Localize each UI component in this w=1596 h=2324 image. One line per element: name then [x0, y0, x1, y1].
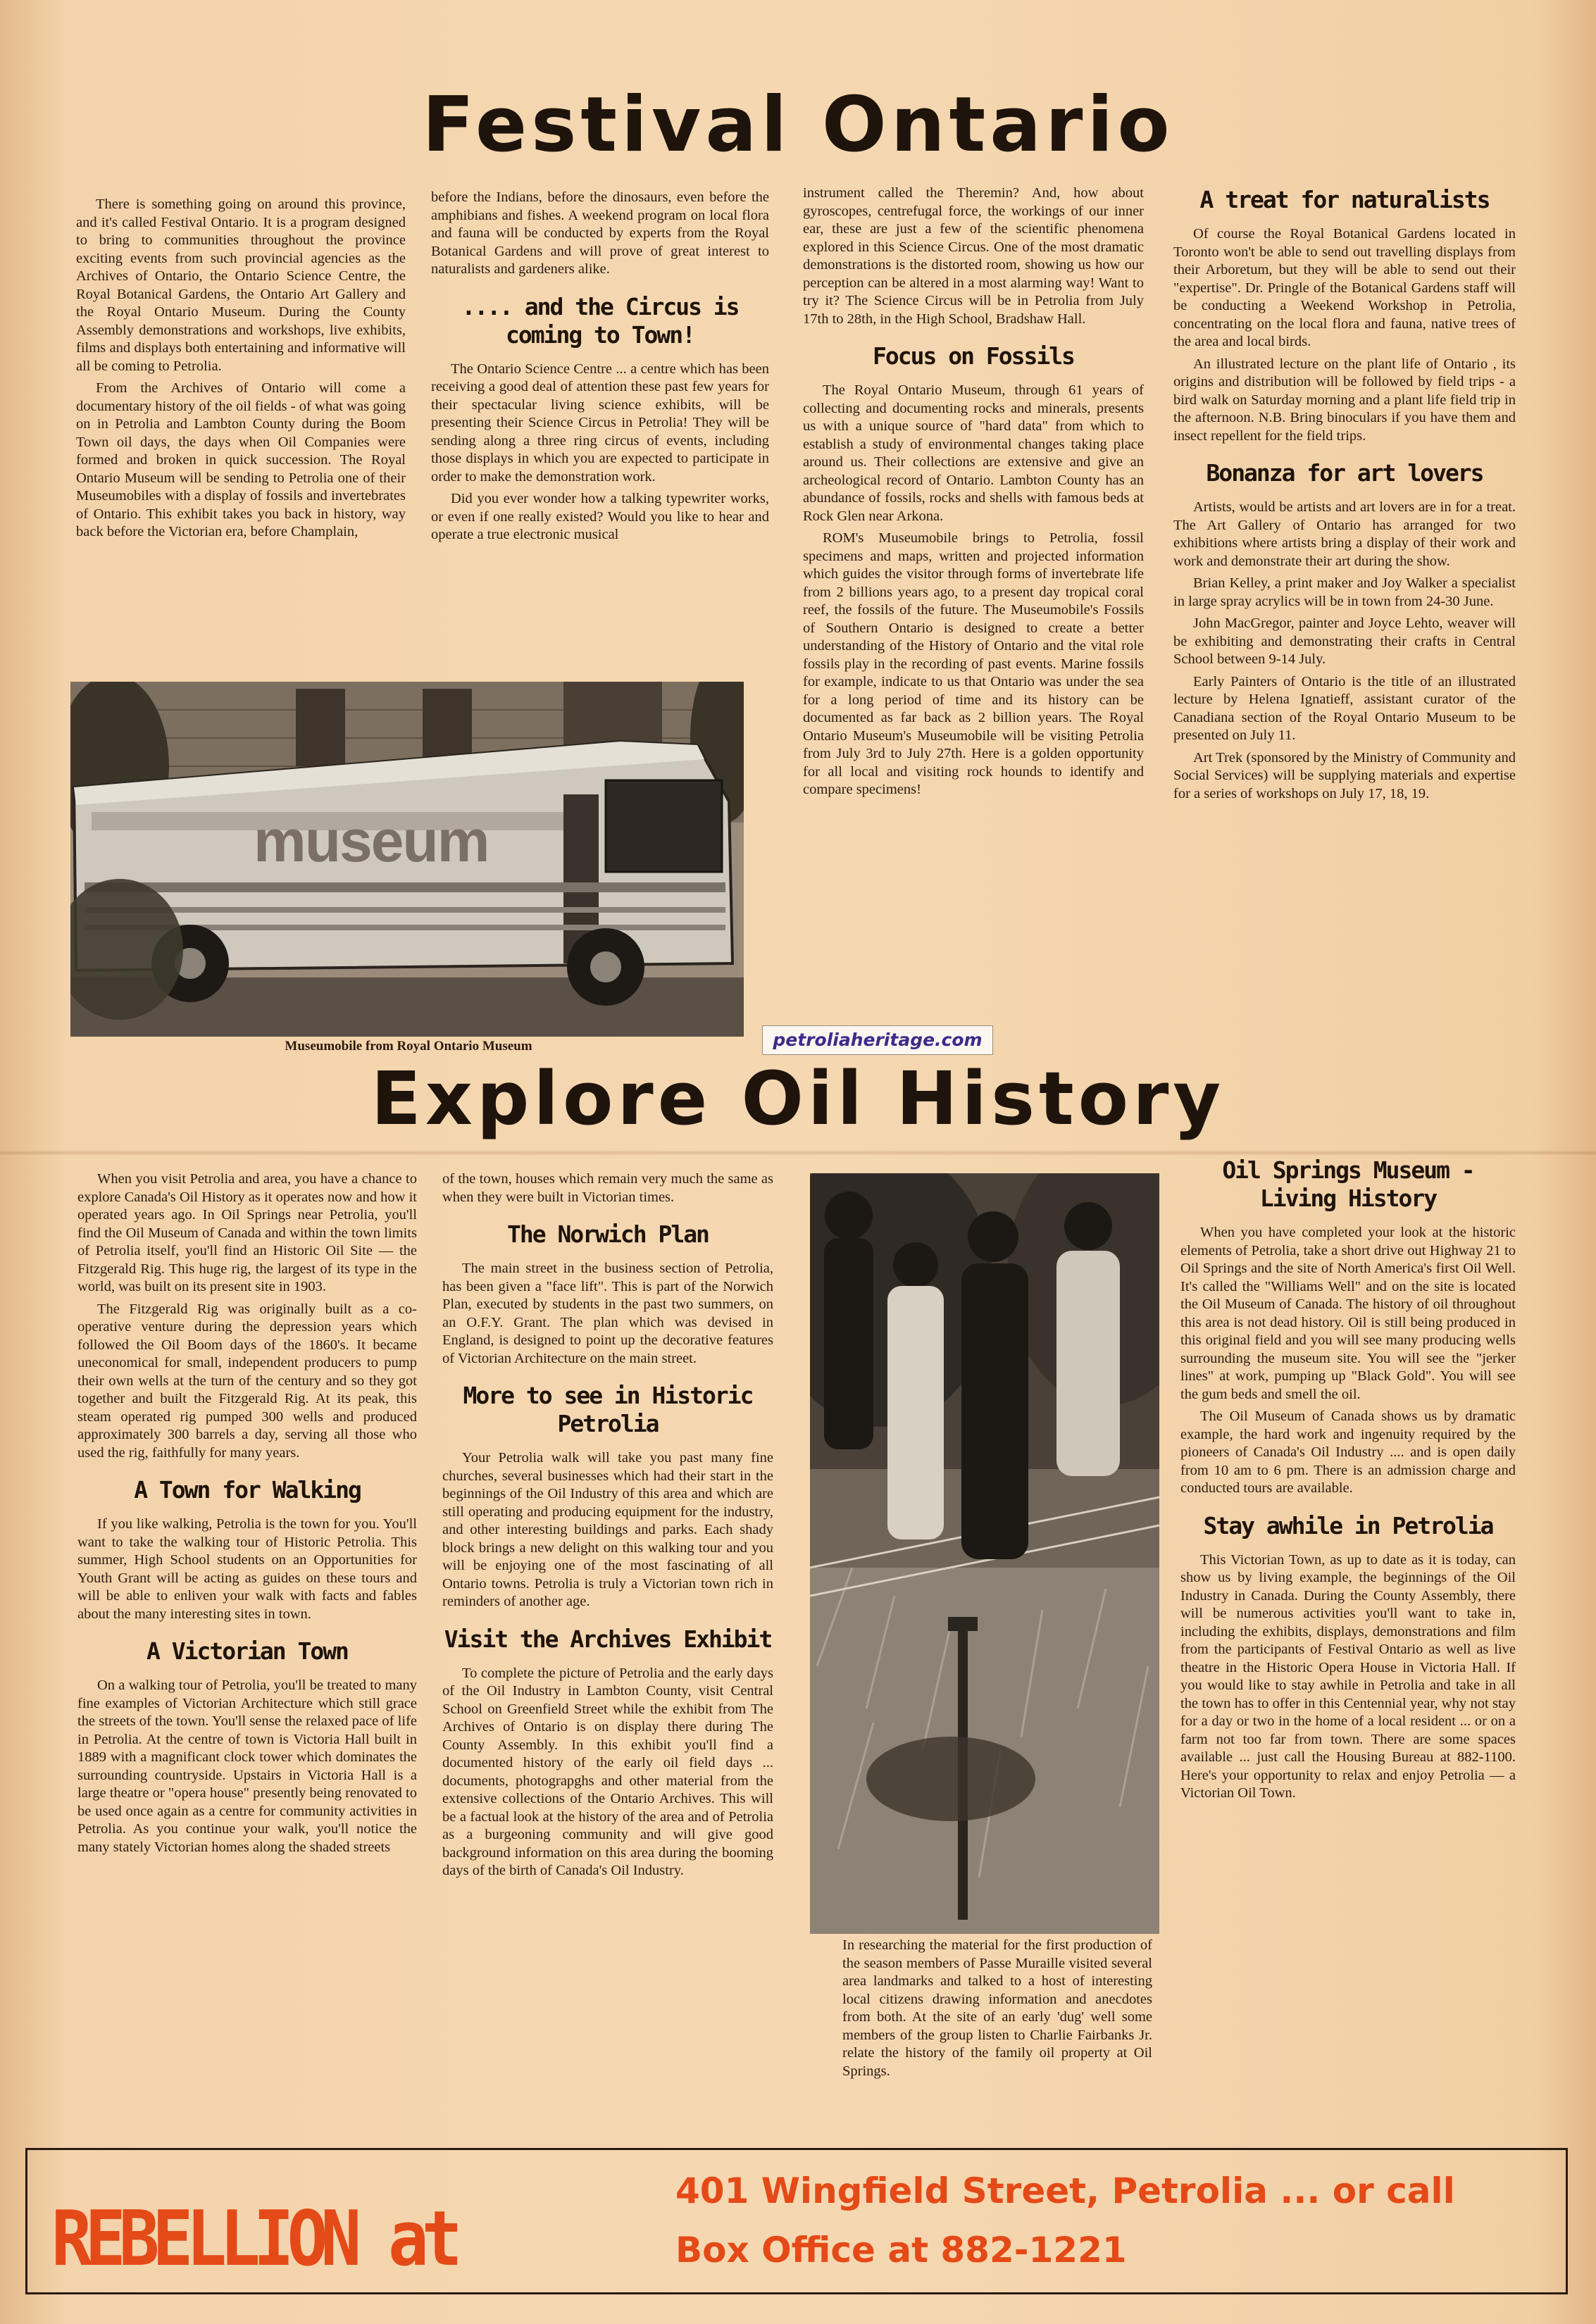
fossils-heading: Focus on Fossils: [873, 342, 1074, 370]
festival-ontario-banner: Festival Ontario: [422, 81, 1174, 169]
paragraph: Early Painters of Ontario is the title of an illustrated lecture by Helena Ignatieff, assistant curator of the Canadiana section of the Royal Ontario Museum to be presented on July 11.: [1173, 673, 1516, 743]
bottom-column-2: [442, 1170, 773, 1885]
paragraph: If you like walking, Petrolia is the town for you. You'll want to take the walking tour of Historic Petrolia. This summer, High School students on an Opportunities for Youth Grant will be acting as guides on these tours and will be able to enliven your walk with facts and fables about the many interesting sites in town.: [77, 1516, 417, 1622]
top-column-1: [76, 196, 406, 546]
paragraph: Of course the Royal Botanical Gardens located in Toronto won't be able to send out travelling displays from their Arboretum, but they will be able to send out their "expertise". Dr. Pringle of the Botanical Gardens staff will be conducting a Weekend Workshop in Petrolia, concentrating on the local flora and fauna, native trees of the area and local birds.: [1173, 226, 1516, 349]
ad-box-office: Box Office at 882-1221: [675, 2230, 1127, 2270]
more-article: [442, 1449, 773, 1611]
paragraph: ROM's Museumobile brings to Petrolia, fossil specimens and maps, written and projected information which guides the visitor through forms of invertebrate life from 2 billions years ago, to a present day tropical coral reef, the fossils of the future. The Museumobile's Fossils of Southern Ontario is designed to create a better understanding of the History of Ontario and the vital role fossils play in the recording of past events. Marine fossils for example, indicate to us that Ontario was under the sea for a long period of time and its history can be documented as far back as 2 billion years. The Royal Ontario Museum's Museumobile will be visiting Petrolia from July 3rd to July 27th. Here is a golden opportunity for all local and visiting rock hounds to identify and compare specimens!: [803, 530, 1144, 797]
stay-article: [1180, 1551, 1516, 1803]
paragraph: Your Petrolia walk will take you past many fine churches, several businesses which had their start in the beginnings of the Oil Industry of this area and which are still operating and producing equipment for the industry, and other interesting buildings and parks. Each shady block brings a new delight on this walking tour and you will be enjoying one of the most fascinating of all Ontario towns. Petrolia is truly a Victorian town rich in reminders of another age.: [442, 1450, 773, 1609]
paragraph: Brian Kelley, a print maker and Joy Walker a specialist in large spray acrylics will be in town from 24-30 June.: [1173, 575, 1516, 609]
norwich-article: [442, 1260, 773, 1368]
explore-oil-history-banner: Explore Oil History: [370, 1056, 1226, 1142]
oil-springs-heading: Oil Springs Museum - Living History: [1222, 1156, 1474, 1212]
ad-address: 401 Wingfield Street, Petrolia ... or call: [675, 2170, 1455, 2211]
naturalists-heading: A treat for naturalists: [1199, 186, 1490, 213]
victorian-article: [77, 1677, 417, 1856]
paragraph: John MacGregor, painter and Joyce Lehto, weaver will be exhibiting and demonstrating their crafts in Central School between 9-14 July.: [1173, 616, 1516, 667]
paragraph: The Oil Museum of Canada shows us by dramatic example, the hard work and ingenuity required by the pioneers of Canada's Oil Industry .... and is open daily from 10 am to 6 pm. There is an admission charge and conducted tours are available.: [1180, 1408, 1516, 1496]
circus-article: [431, 361, 769, 544]
col2-intro: before the Indians, before the dinosaurs, even before the amphibians and fishes. A weekend program on local flora and fauna will be conducted by experts from the Royal Botanical Gardens and will prove of great interest to naturalists and gardeners alike.: [431, 189, 769, 277]
paragraph: On a walking tour of Petrolia, you'll be treated to many fine examples of Victorian Architecture which still grace the streets of the town. You'll sense the relaxed pace of life in Petrolia. At the centre of town is Victoria Hall built in 1889 with a magnificant clock tower which dominates the surrounding countryside. Upstairs in Victoria Hall is a large theatre or "opera house" presently being renovated to be used once again as a centre for community activities in Petrolia. As you continue your walk, you'll notice the many stately Victorian homes along the shaded streets: [77, 1678, 417, 1855]
walking-article: [77, 1516, 417, 1623]
paragraph: The Royal Ontario Museum, through 61 years of collecting and documenting rocks and minerals, presents us with a unique source of "hard data" from which to establish a study of environmental changes taking place around us. Their collections are extensive and give an archeological record of Ontario. Lambton County has an abundance of fossils, rocks and shells with famous beds at Rock Glen near Arkona.: [803, 382, 1144, 524]
bus-lettering: museum: [254, 808, 489, 874]
archives-article: [442, 1665, 773, 1880]
paragraph: Art Trek (sponsored by the Ministry of Community and Social Services) will be supplying materials and expertise for a series of workshops on July 17, 18, 19.: [1173, 749, 1516, 801]
top-column-2: [431, 189, 769, 549]
archives-heading: Visit the Archives Exhibit: [444, 1625, 772, 1653]
art-heading: Bonanza for art lovers: [1206, 459, 1483, 487]
bottom-col2-intro: of the town, houses which remain very much the same as when they were built in Victorian times.: [442, 1171, 773, 1205]
museumobile-caption: Museumobile from Royal Ontario Museum: [285, 1039, 532, 1054]
passe-muraille-photo: [810, 1173, 1159, 1934]
col3-intro: instrument called the Theremin? And, how about gyroscopes, centrefugal force, the workings of our inner ear, these are just a few of the scientific phenomena explored in this Science Circus. One of the most dramatic demonstrations is the distorted room, showing us how our perception can be altered in a most alarming way! Want to try it? The Science Circus will be in Petrolia from July 17th to 28th, in the High School, Bradshaw Hall.: [803, 185, 1144, 327]
paragraph: Did you ever wonder how a talking typewriter works, or even if one really existed? Would you like to hear and operate a true electronic musical: [431, 491, 769, 542]
oil-history-intro: [77, 1170, 417, 1462]
victorian-heading: A Victorian Town: [146, 1637, 348, 1665]
paragraph: The Ontario Science Centre ... a centre which has been receiving a good deal of attention these past few years for their spectacular living science exhibits, will be presenting their Science Circus in Petrolia! They will be sending along a three ring circus of events, including those displays in which you are expected to participate in order to make the demonstration work.: [431, 361, 769, 485]
rebellion-ad: [25, 2148, 1568, 2294]
bottom-column-1: [77, 1170, 417, 1861]
stay-heading: Stay awhile in Petrolia: [1203, 1511, 1493, 1539]
walking-heading: A Town for Walking: [134, 1476, 361, 1504]
passe-muraille-caption: In researching the material for the first production of the season members of Passe Muraille visited several area landmarks and talked to a host of interesting local citizens drawing information and anecdotes from both. At the site of an early 'dug' well some members of the group listen to Charlie Fairbanks Jr. relate the history of the family oil property at Oil Springs.: [842, 1937, 1152, 2079]
paragraph: From the Archives of Ontario will come a documentary history of the oil fields - of what was going on in Petrolia and Lambton County during the Boom Town oil days, the days when Oil Companies were formed and broken in quick succession. The Royal Ontario Museum will be sending to Petrolia one of their Museumobiles with a display of fossils and invertebrates of Ontario. This exhibit takes you back in history, way back before the Victorian era, before Champlain,: [76, 380, 406, 539]
museumobile-photo: [70, 682, 744, 1037]
paragraph: The main street in the business section of Petrolia, has been given a "face lift". This is part of the Norwich Plan, executed by students in the past two summers, on an O.F.Y. Grant. The plan which was devised in England, is designed to point up the decorative features of Victorian Architecture on the main street.: [442, 1261, 773, 1366]
paragraph: To complete the picture of Petrolia and the early days of the Oil Industry in Lambton County, visit Central School on Greenfield Street while the exhibit from The Archives of Ontario is on display there during The County Assembly. In this exhibit you'll find a documented history of the early oil field days ... documents, photograpghs and other material from the extensive collections of the Ontario Archives. This will be a factual look at the history of the area and of Petrolia as a burgeoning community and will give good background information on this area during the booming days of the birth of Canada's Oil Industry.: [442, 1665, 773, 1878]
fossils-article: [803, 382, 1144, 799]
paragraph: When you have completed your look at the historic elements of Petrolia, take a short drive out Highway 21 to Oil Springs and the site of North America's first Oil Well. It's called the "Williams Well" and on the site is located the Oil Museum of Canada. The history of oil throughout this area is not dead history. Oil is still being produced in this original field and you will see many producing wells surrounding the museum site. You will see the "jerker lines" at work, pumping up "Black Gold". You will see the gum beds and smell the oil.: [1180, 1225, 1516, 1402]
bottom-column-4: [1180, 1154, 1516, 1807]
naturalists-article: [1173, 225, 1516, 445]
festival-intro: [76, 196, 406, 542]
art-article: [1173, 499, 1516, 803]
paragraph: An illustrated lecture on the plant life of Ontario , its origins and distribution will be followed by field trips - a bird walk on Saturday morning and a plant life field trip in the afternoon. N.B. Bring binoculars if you have them and insect repellent for the field trips.: [1173, 356, 1516, 444]
paragraph: Artists, would be artists and art lovers are in for a treat. The Art Gallery of Ontario has arranged for two exhibitions where artists bring a display of their work and work and demonstrate their art during the show.: [1173, 499, 1516, 569]
museumobile-illustration: [70, 682, 744, 1037]
rebellion-title: REBELLION at: [51, 2194, 456, 2283]
petroliaheritage-watermark: petroliaheritage.com: [762, 1025, 993, 1055]
paragraph: The Fitzgerald Rig was originally built as a co-operative venture during the depression years which followed the Oil Boom days of the 1860's. It became uneconomical for small, independent producers to pump their own wells at the turn of the century and so they got together and built the Fitzgerald Rig. At its peak, this steam operated rig pumped 300 wells and produced approximately 300 barrels a day, serving all those who used the rig, faithfully for many years.: [77, 1301, 417, 1461]
paragraph: There is something going on around this province, and it's called Festival Ontario. It is a program designed to bring to communities throughout the province exciting events from such provincial agencies as the Archives of Ontario, the Ontario Science Centre, the Royal Botanical Gardens, the Ontario Art Gallery and the Royal Ontario Museum. During the County Assembly demonstrations and workshops, live exhibits, films and displays both entertaining and informative will all be coming to Petrolia.: [76, 196, 406, 374]
paragraph: This Victorian Town, as up to date as it is today, can show us by living example, the beginnings of the Oil Industry in Canada. During the County Assembly, there will be numerous activities you'll want to take in, including the exhibits, displays, demonstrations and film from the participants of Festival Ontario as well as live theatre in the Historic Opera House in Victoria Hall. If you would like to stay awhile in Petrolia and take in all the town has to offer in this Centennial year, why not stay for a day or two in the home of a local resident ... or on a farm not too far from town. There are some spaces available ... just call the Housing Bureau at 882-1100. Here's your opportunity to relax and enjoy Petrolia — a Victorian Oil Town.: [1180, 1551, 1516, 1801]
norwich-heading: The Norwich Plan: [507, 1220, 709, 1248]
top-column-3: [803, 185, 1144, 804]
paragraph: When you visit Petrolia and area, you have a chance to explore Canada's Oil History as it operates now and how it operated years ago. In Oil Springs near Petrolia, you'll find the Oil Museum of Canada and within the town limits of Petrolia itself, you'll find an Historic Oil Site — the Fitzgerald Rig. This huge rig, the largest of its type in the world, was built on its present site in 1903.: [77, 1171, 417, 1294]
oil-springs-article: [1180, 1224, 1516, 1498]
oil-well-group-illustration: [810, 1173, 1159, 1934]
circus-heading: .... and the Circus is coming to Town!: [461, 292, 739, 349]
top-column-4: [1173, 185, 1516, 807]
more-heading: More to see in Historic Petrolia: [463, 1382, 753, 1437]
